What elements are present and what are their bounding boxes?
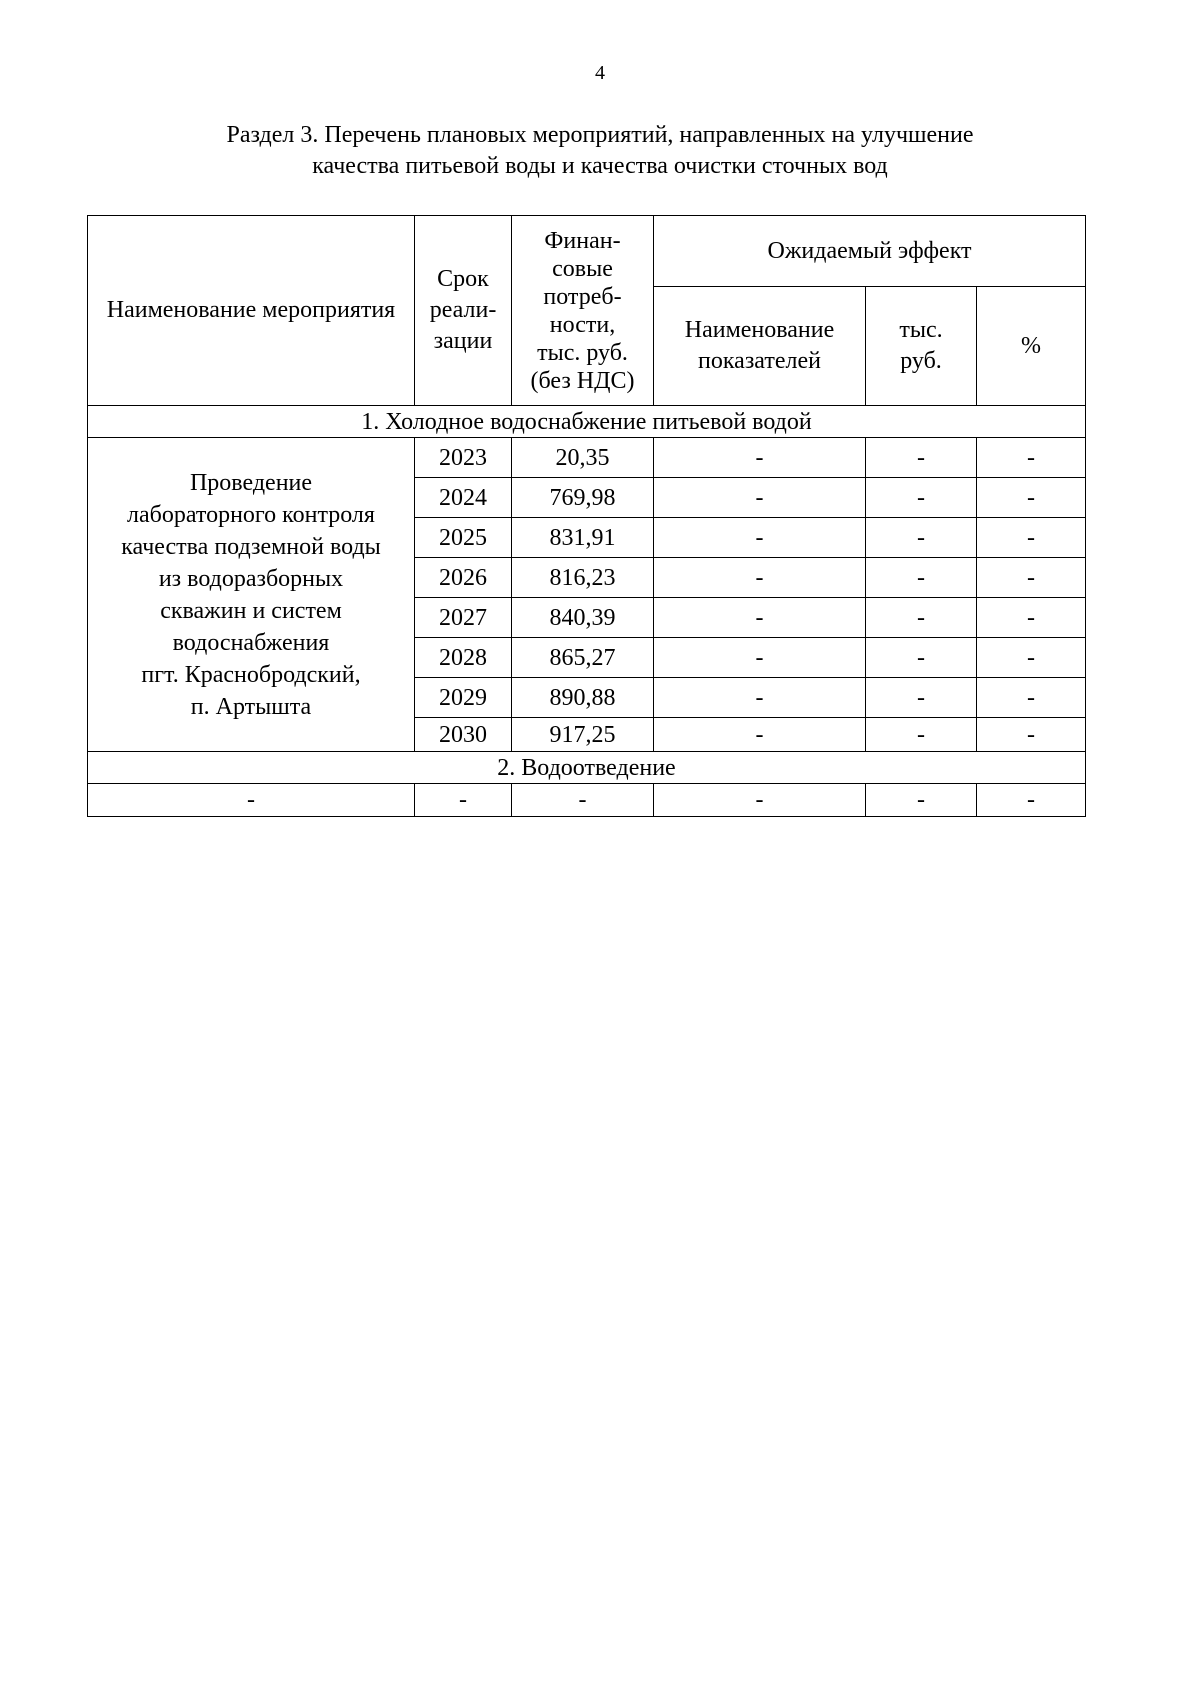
- effect-percent-cell: -: [977, 638, 1086, 678]
- year-cell: 2029: [415, 678, 512, 718]
- financing-cell: 831,91: [512, 518, 654, 558]
- effect-rub-cell: -: [866, 678, 977, 718]
- financing-cell: 917,25: [512, 718, 654, 752]
- indicator-cell: -: [654, 558, 866, 598]
- section-title-line-2: качества питьевой воды и качества очистки сточных вод: [312, 153, 888, 179]
- section-2-heading: 2. Водоотведение: [88, 752, 1086, 784]
- indicator-cell: -: [654, 678, 866, 718]
- effect-percent-cell: -: [977, 718, 1086, 752]
- activity-line: качества подземной воды: [121, 533, 381, 560]
- activity-line: Проведение: [189, 469, 313, 496]
- header-financing-line: тыс. руб.: [537, 339, 628, 366]
- year-cell: 2030: [415, 718, 512, 752]
- indicator-cell: -: [654, 784, 866, 817]
- effect-rub-cell: -: [866, 478, 977, 518]
- header-financing-line: потреб-: [543, 283, 622, 310]
- table-row: [88, 438, 1086, 478]
- activity-line: п. Артышта: [190, 693, 312, 720]
- header-indicators-line: показателей: [698, 348, 821, 374]
- year-cell: 2028: [415, 638, 512, 678]
- effect-rub-cell: -: [866, 718, 977, 752]
- financing-cell: 816,23: [512, 558, 654, 598]
- financing-cell: 865,27: [512, 638, 654, 678]
- section-1-heading: 1. Холодное водоснабжение питьевой водой: [88, 406, 1086, 438]
- activity-description: [88, 438, 415, 752]
- effect-rub-cell: -: [866, 784, 977, 817]
- effect-rub-cell: -: [866, 438, 977, 478]
- indicator-cell: -: [654, 718, 866, 752]
- header-financing-line: Финан-: [544, 227, 621, 254]
- year-cell: 2026: [415, 558, 512, 598]
- table-row: [88, 784, 1086, 817]
- year-cell: 2024: [415, 478, 512, 518]
- header-thousand-rub: [866, 287, 977, 406]
- header-thousand-rub-line: руб.: [900, 348, 942, 374]
- header-thousand-rub-line: тыс.: [899, 317, 943, 343]
- page-number: 4: [595, 62, 605, 84]
- activity-line: водоснабжения: [172, 629, 330, 656]
- year-cell: 2023: [415, 438, 512, 478]
- financing-cell: 890,88: [512, 678, 654, 718]
- activity-cell: -: [88, 784, 415, 817]
- effect-percent-cell: -: [977, 558, 1086, 598]
- header-indicators: [654, 287, 866, 406]
- indicator-cell: -: [654, 598, 866, 638]
- indicator-cell: -: [654, 518, 866, 558]
- effect-percent-cell: -: [977, 784, 1086, 817]
- header-activity-name: Наименование мероприятия: [88, 216, 415, 406]
- effect-rub-cell: -: [866, 598, 977, 638]
- financing-cell: 769,98: [512, 478, 654, 518]
- header-financing: [512, 216, 654, 406]
- header-term-line: зации: [433, 328, 493, 354]
- header-indicators-line: Наименование: [684, 317, 835, 343]
- year-cell: -: [415, 784, 512, 817]
- effect-rub-cell: -: [866, 558, 977, 598]
- effect-rub-cell: -: [866, 638, 977, 678]
- financing-cell: 840,39: [512, 598, 654, 638]
- header-financing-line: совые: [552, 255, 613, 282]
- indicator-cell: -: [654, 478, 866, 518]
- activity-line: пгт. Краснобродский,: [141, 661, 361, 688]
- effect-percent-cell: -: [977, 478, 1086, 518]
- financing-cell: -: [512, 784, 654, 817]
- year-cell: 2027: [415, 598, 512, 638]
- effect-percent-cell: -: [977, 438, 1086, 478]
- header-term: [415, 216, 512, 406]
- effect-percent-cell: -: [977, 678, 1086, 718]
- effect-rub-cell: -: [866, 518, 977, 558]
- header-percent: %: [977, 287, 1086, 406]
- header-financing-line: ности,: [549, 311, 616, 338]
- activity-line: из водоразборных: [158, 565, 344, 592]
- financing-cell: 20,35: [512, 438, 654, 478]
- activities-table: [87, 215, 1086, 817]
- header-term-line: реали-: [429, 297, 497, 323]
- indicator-cell: -: [654, 638, 866, 678]
- activity-line: лабораторного контроля: [127, 501, 375, 528]
- year-cell: 2025: [415, 518, 512, 558]
- header-expected-effect: Ожидаемый эффект: [654, 216, 1086, 287]
- header-financing-line: (без НДС): [530, 367, 635, 394]
- section-title-line-1: Раздел 3. Перечень плановых мероприятий, направленных на улучшение: [226, 122, 974, 148]
- activity-line: скважин и систем: [160, 597, 342, 624]
- header-term-line: Срок: [437, 266, 489, 292]
- indicator-cell: -: [654, 438, 866, 478]
- section-title: [140, 120, 1060, 182]
- effect-percent-cell: -: [977, 598, 1086, 638]
- effect-percent-cell: -: [977, 518, 1086, 558]
